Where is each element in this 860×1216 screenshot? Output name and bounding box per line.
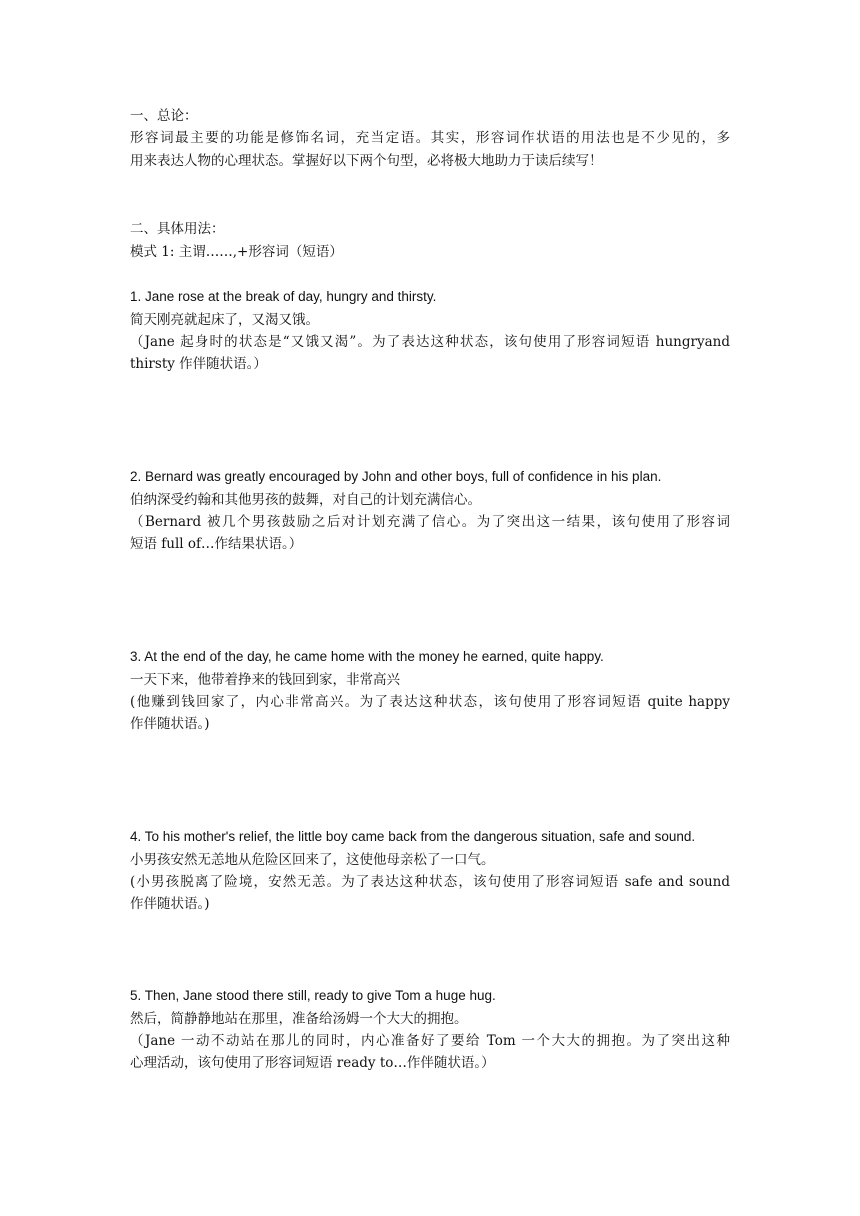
example-3-note-line-1: (他赚到钱回家了，内心非常高兴。为了表达这种状态，该句使用了形容词短语 quite happy <box>130 694 730 710</box>
example-1-chinese: 简天刚亮就起床了，又渴又饿。 <box>130 312 319 328</box>
example-3-english: 3. At the end of the day, he came home with the money he earned, quite happy. <box>130 649 604 664</box>
example-3-chinese: 一天下来，他带着挣来的钱回到家，非常高兴 <box>130 672 400 688</box>
example-2-chinese: 伯纳深受约翰和其他男孩的鼓舞，对自己的计划充满信心。 <box>130 492 481 508</box>
example-5-note-line-1: （Jane 一动不动站在那儿的同时，内心准备好了要给 Tom 一个大大的拥抱。为了突出这种 <box>130 1033 730 1049</box>
example-4-note-line-2: 作伴随状语。) <box>130 896 210 912</box>
example-1-english: 1. Jane rose at the break of day, hungry and thirsty. <box>130 289 437 304</box>
example-1-note-line-2: thirsty 作伴随状语。） <box>130 356 267 372</box>
example-4-note-line-1: (小男孩脱离了险境，安然无恙。为了表达这种状态，该句使用了形容词短语 safe and sound <box>130 874 730 890</box>
overview-paragraph-line-1: 形容词最主要的功能是修饰名词，充当定语。其实，形容词作状语的用法也是不少见的，多 <box>130 130 730 146</box>
example-2-english: 2. Bernard was greatly encouraged by John and other boys, full of confidence in his plan. <box>130 469 662 484</box>
example-5-english: 5. Then, Jane stood there still, ready to give Tom a huge hug. <box>130 988 496 1003</box>
section-heading-usage: 二、具体用法： <box>130 221 225 237</box>
example-4-english: 4. To his mother's relief, the little boy came back from the dangerous situation, safe and sound. <box>130 829 696 844</box>
overview-paragraph-line-2: 用来表达人物的心理状态。掌握好以下两个句型，必将极大地助力于读后续写！ <box>130 153 603 169</box>
example-1-note-line-1: （Jane 起身时的状态是“又饿又渴”。为了表达这种状态，该句使用了形容词短语 hungryand <box>130 334 730 350</box>
example-3-note-line-2: 作伴随状语。) <box>130 716 210 732</box>
section-heading-overview: 一、总论： <box>130 108 198 124</box>
example-2-note-line-2: 短语 full of…作结果状语。） <box>130 536 303 552</box>
example-2-note-line-1: （Bernard 被几个男孩鼓励之后对计划充满了信心。为了突出这一结果，该句使用了形容词 <box>130 514 730 530</box>
example-5-note-line-2: 心理活动，该句使用了形容词短语 ready to…作伴随状语。） <box>130 1055 495 1071</box>
example-4-chinese: 小男孩安然无恙地从危险区回来了，这使他母亲松了一口气。 <box>130 852 495 868</box>
pattern-heading: 模式 1: 主谓……,+形容词（短语） <box>130 244 343 260</box>
example-5-chinese: 然后，简静静地站在那里，准备给汤姆一个大大的拥抱。 <box>130 1011 468 1027</box>
